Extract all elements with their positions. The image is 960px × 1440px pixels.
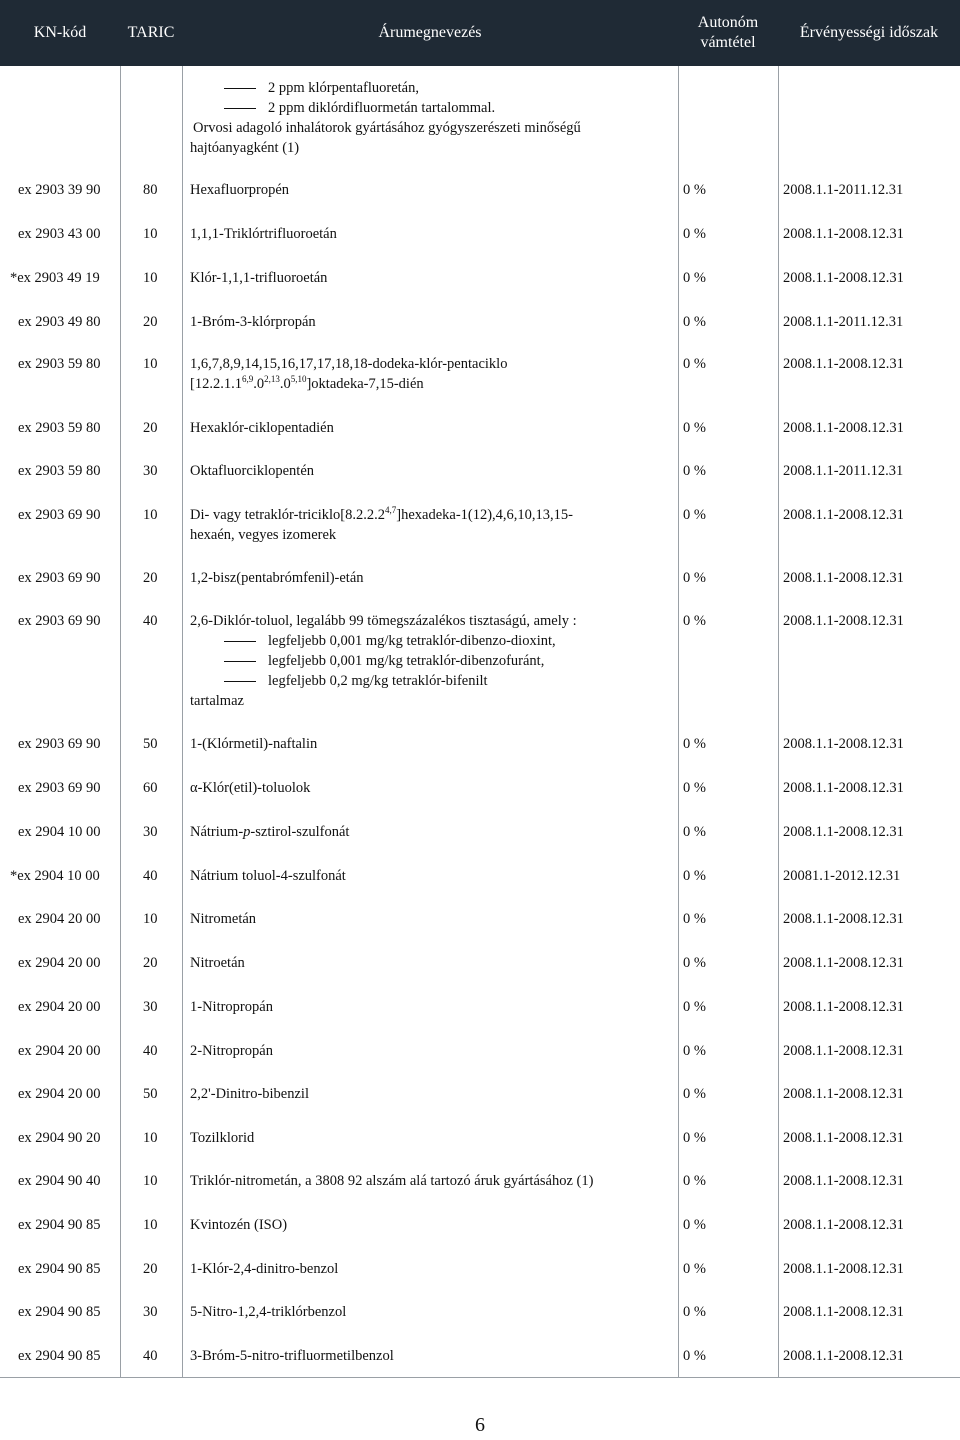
validity-period-cell: 2008.1.1-2011.12.31 [783, 314, 904, 330]
taric-cell: 50 [143, 1086, 158, 1102]
taric-cell: 30 [143, 999, 158, 1015]
taric-cell: 10 [143, 1217, 158, 1233]
duty-rate-cell: 0 % [683, 1304, 706, 1320]
description-text: Orvosi adagoló inhalátorok gyártásához gyógyszerészeti minőségű [193, 120, 581, 136]
kn-code-cell: ex 2904 20 00 [18, 999, 101, 1015]
validity-period-cell: 2008.1.1-2011.12.31 [783, 182, 904, 198]
taric-cell: 20 [143, 1261, 158, 1277]
kn-code-cell: ex 2903 39 90 [18, 182, 101, 198]
taric-cell: 40 [143, 613, 158, 629]
header-taric: TARIC [127, 24, 175, 41]
table-header [0, 0, 960, 66]
taric-cell: 40 [143, 1348, 158, 1364]
kn-code-cell: *ex 2903 49 19 [10, 270, 100, 286]
description-cell: 1-Klór-2,4-dinitro-benzol [190, 1261, 339, 1277]
superscript: 6,9 [241, 374, 254, 384]
description-cell: 1-Nitropropán [190, 999, 273, 1015]
validity-period-cell: 2008.1.1-2008.12.31 [783, 613, 904, 629]
dash-item: legfeljebb 0,2 mg/kg tetraklór-bifenilt [268, 673, 488, 689]
validity-period-cell: 2008.1.1-2008.12.31 [783, 1304, 904, 1320]
dash-bullet [224, 108, 256, 109]
kn-code-cell: ex 2903 69 90 [18, 570, 101, 586]
validity-period-cell: 2008.1.1-2008.12.31 [783, 780, 904, 796]
description-cell: 1,1,1-Triklórtrifluoroetán [190, 226, 337, 242]
description-cell: α-Klór(etil)-toluolok [190, 780, 311, 796]
duty-rate-cell: 0 % [683, 507, 706, 523]
page-number: 6 [475, 1414, 485, 1436]
taric-cell: 60 [143, 780, 158, 796]
validity-period-cell: 2008.1.1-2008.12.31 [783, 824, 904, 840]
description-cell [190, 505, 573, 545]
taric-cell: 10 [143, 270, 158, 286]
kn-code-cell: ex 2903 69 90 [18, 507, 101, 523]
description-cell: 3-Bróm-5-nitro-trifluormetilbenzol [190, 1348, 394, 1364]
description-cell [190, 78, 581, 158]
kn-code-cell: ex 2904 90 85 [18, 1261, 101, 1277]
description-cell: Oktafluorciklopentén [190, 463, 315, 479]
description-line: 1,6,7,8,9,14,15,16,17,17,18,18-dodeka-klór-pentaciklo [190, 356, 508, 372]
duty-rate-cell: 0 % [683, 999, 706, 1015]
header-duty-rate [678, 0, 778, 66]
kn-code-cell: ex 2904 20 00 [18, 1043, 101, 1059]
kn-code-cell: ex 2904 90 40 [18, 1173, 101, 1189]
kn-code-cell: ex 2903 49 80 [18, 314, 101, 330]
duty-rate-cell: 0 % [683, 463, 706, 479]
description-cell: Kvintozén (ISO) [190, 1217, 288, 1233]
duty-rate-cell: 0 % [683, 314, 706, 330]
validity-period-cell: 2008.1.1-2008.12.31 [783, 736, 904, 752]
taric-cell: 40 [143, 1043, 158, 1059]
dash-item: legfeljebb 0,001 mg/kg tetraklór-dibenzofuránt, [268, 653, 545, 669]
duty-rate-cell: 0 % [683, 182, 706, 198]
header-description: Árumegnevezés [378, 24, 482, 41]
header-validity-period: Érvényességi időszak [799, 24, 939, 41]
taric-cell: 10 [143, 911, 158, 927]
column-divider [182, 66, 183, 1377]
duty-rate-cell: 0 % [683, 226, 706, 242]
duty-rate-cell: 0 % [683, 955, 706, 971]
dash-item: legfeljebb 0,001 mg/kg tetraklór-dibenzo-dioxint, [268, 633, 556, 649]
duty-rate-cell: 0 % [683, 1217, 706, 1233]
duty-rate-cell: 0 % [683, 911, 706, 927]
superscript: 2,13 [264, 374, 280, 384]
kn-code-cell: ex 2903 69 90 [18, 613, 101, 629]
validity-period-cell: 2008.1.1-2008.12.31 [783, 420, 904, 436]
description-cell: Hexaklór-ciklopentadién [190, 420, 334, 436]
superscript: 4,7 [385, 505, 397, 515]
validity-period-cell: 2008.1.1-2008.12.31 [783, 507, 904, 523]
validity-period-cell: 2008.1.1-2008.12.31 [783, 356, 904, 372]
taric-cell: 10 [143, 507, 158, 523]
taric-cell: 20 [143, 570, 158, 586]
duty-rate-cell: 0 % [683, 1261, 706, 1277]
column-divider [120, 66, 121, 1377]
taric-cell: 50 [143, 736, 158, 752]
duty-rate-cell: 0 % [683, 736, 706, 752]
validity-period-cell: 2008.1.1-2011.12.31 [783, 463, 904, 479]
description-cell: Hexafluorpropén [190, 182, 290, 198]
validity-period-cell: 2008.1.1-2008.12.31 [783, 1173, 904, 1189]
taric-cell: 20 [143, 955, 158, 971]
description-cell: Triklór-nitrometán, a 3808 92 alszám alá tartozó áruk gyártásához (1) [190, 1173, 594, 1189]
column-divider [678, 66, 679, 1377]
dash-item: 2 ppm klórpentafluoretán, [268, 80, 419, 96]
duty-rate-cell: 0 % [683, 1043, 706, 1059]
kn-code-cell: ex 2903 59 80 [18, 356, 101, 372]
dash-bullet [224, 88, 256, 89]
kn-code-cell: ex 2904 20 00 [18, 955, 101, 971]
kn-code-cell: ex 2904 90 20 [18, 1130, 101, 1146]
taric-cell: 40 [143, 868, 158, 884]
validity-period-cell: 2008.1.1-2008.12.31 [783, 270, 904, 286]
kn-code-cell: ex 2903 59 80 [18, 420, 101, 436]
superscript: 5,10 [290, 374, 307, 384]
description-cell: Tozilklorid [190, 1130, 255, 1146]
dash-bullet [224, 681, 256, 682]
dash-item: 2 ppm diklórdifluormetán tartalommal. [268, 100, 496, 116]
description-cell: Nitroetán [190, 955, 245, 971]
description-cell: Nitrometán [190, 911, 257, 927]
description-cell [190, 354, 507, 394]
kn-code-cell: ex 2904 90 85 [18, 1304, 101, 1320]
validity-period-cell: 2008.1.1-2008.12.31 [783, 1043, 904, 1059]
validity-period-cell: 2008.1.1-2008.12.31 [783, 1086, 904, 1102]
table-bottom-border [0, 1377, 960, 1378]
validity-period-cell: 2008.1.1-2008.12.31 [783, 570, 904, 586]
header-duty-rate-line1: Autonóm [697, 14, 759, 31]
taric-cell: 20 [143, 420, 158, 436]
taric-cell: 80 [143, 182, 158, 198]
description-cell: 1-(Klórmetil)-naftalin [190, 736, 318, 752]
duty-rate-cell: 0 % [683, 420, 706, 436]
description-cell: Klór-1,1,1-trifluoroetán [190, 270, 328, 286]
kn-code-cell: ex 2904 20 00 [18, 1086, 101, 1102]
taric-cell: 30 [143, 1304, 158, 1320]
taric-cell: 10 [143, 226, 158, 242]
description-cell: Nátrium-p-sztirol-szulfonát [190, 824, 350, 840]
taric-cell: 10 [143, 356, 158, 372]
description-line: hexaén, vegyes izomerek [190, 527, 337, 543]
description-line: tartalmaz [190, 693, 244, 709]
dash-bullet [224, 641, 256, 642]
duty-rate-cell: 0 % [683, 613, 706, 629]
description-cell: 5-Nitro-1,2,4-triklórbenzol [190, 1304, 347, 1320]
description-cell: 1,2-bisz(pentabrómfenil)-etán [190, 570, 364, 586]
description-cell: Nátrium toluol-4-szulfonát [190, 868, 346, 884]
validity-period-cell: 2008.1.1-2008.12.31 [783, 226, 904, 242]
header-kn-code: KN-kód [33, 24, 87, 41]
header-duty-rate-line2: vámtétel [700, 34, 756, 51]
description-line: 2,6-Diklór-toluol, legalább 99 tömegszázalékos tisztaságú, amely : [190, 613, 577, 629]
duty-rate-cell: 0 % [683, 1348, 706, 1364]
kn-code-cell: ex 2903 69 90 [18, 780, 101, 796]
duty-rate-cell: 0 % [683, 270, 706, 286]
kn-code-cell: ex 2904 90 85 [18, 1217, 101, 1233]
duty-rate-cell: 0 % [683, 1086, 706, 1102]
validity-period-cell: 2008.1.1-2008.12.31 [783, 911, 904, 927]
validity-period-cell: 2008.1.1-2008.12.31 [783, 1261, 904, 1277]
description-text: hajtóanyagként (1) [190, 140, 300, 156]
duty-rate-cell: 0 % [683, 868, 706, 884]
description-line: [12.2.1.1$^{6,9}$.0$^{2,13}$.0$^{5,10}$]oktadeka-7,15-dién [190, 374, 424, 392]
validity-period-cell: 2008.1.1-2008.12.31 [783, 1130, 904, 1146]
column-divider [778, 66, 779, 1377]
validity-period-cell: 2008.1.1-2008.12.31 [783, 1217, 904, 1233]
description-line: Di- vagy tetraklór-triciklo[8.2.2.2$^{4,7}$]hexadeka-1(12),4,6,10,13,15- [190, 505, 574, 523]
kn-code-cell: ex 2903 69 90 [18, 736, 101, 752]
taric-cell: 20 [143, 314, 158, 330]
kn-code-cell: ex 2903 59 80 [18, 463, 101, 479]
validity-period-cell: 2008.1.1-2008.12.31 [783, 955, 904, 971]
taric-cell: 30 [143, 463, 158, 479]
dash-bullet [224, 661, 256, 662]
kn-code-cell: ex 2904 20 00 [18, 911, 101, 927]
duty-rate-cell: 0 % [683, 1173, 706, 1189]
duty-rate-cell: 0 % [683, 356, 706, 372]
duty-rate-cell: 0 % [683, 570, 706, 586]
kn-code-cell: ex 2904 90 85 [18, 1348, 101, 1364]
kn-code-cell: ex 2904 10 00 [18, 824, 101, 840]
taric-cell: 10 [143, 1173, 158, 1189]
kn-code-cell: *ex 2904 10 00 [10, 868, 100, 884]
validity-period-cell: 2008.1.1-2008.12.31 [783, 1348, 904, 1364]
validity-period-cell: 20081.1-2012.12.31 [783, 868, 901, 884]
description-cell: 1-Bróm-3-klórpropán [190, 314, 316, 330]
duty-rate-cell: 0 % [683, 780, 706, 796]
duty-rate-cell: 0 % [683, 824, 706, 840]
kn-code-cell: ex 2903 43 00 [18, 226, 101, 242]
taric-cell: 10 [143, 1130, 158, 1146]
taric-cell: 30 [143, 824, 158, 840]
validity-period-cell: 2008.1.1-2008.12.31 [783, 999, 904, 1015]
description-cell [190, 611, 577, 711]
description-cell: 2-Nitropropán [190, 1043, 273, 1059]
description-cell: 2,2'-Dinitro-bibenzil [190, 1086, 309, 1102]
duty-rate-cell: 0 % [683, 1130, 706, 1146]
